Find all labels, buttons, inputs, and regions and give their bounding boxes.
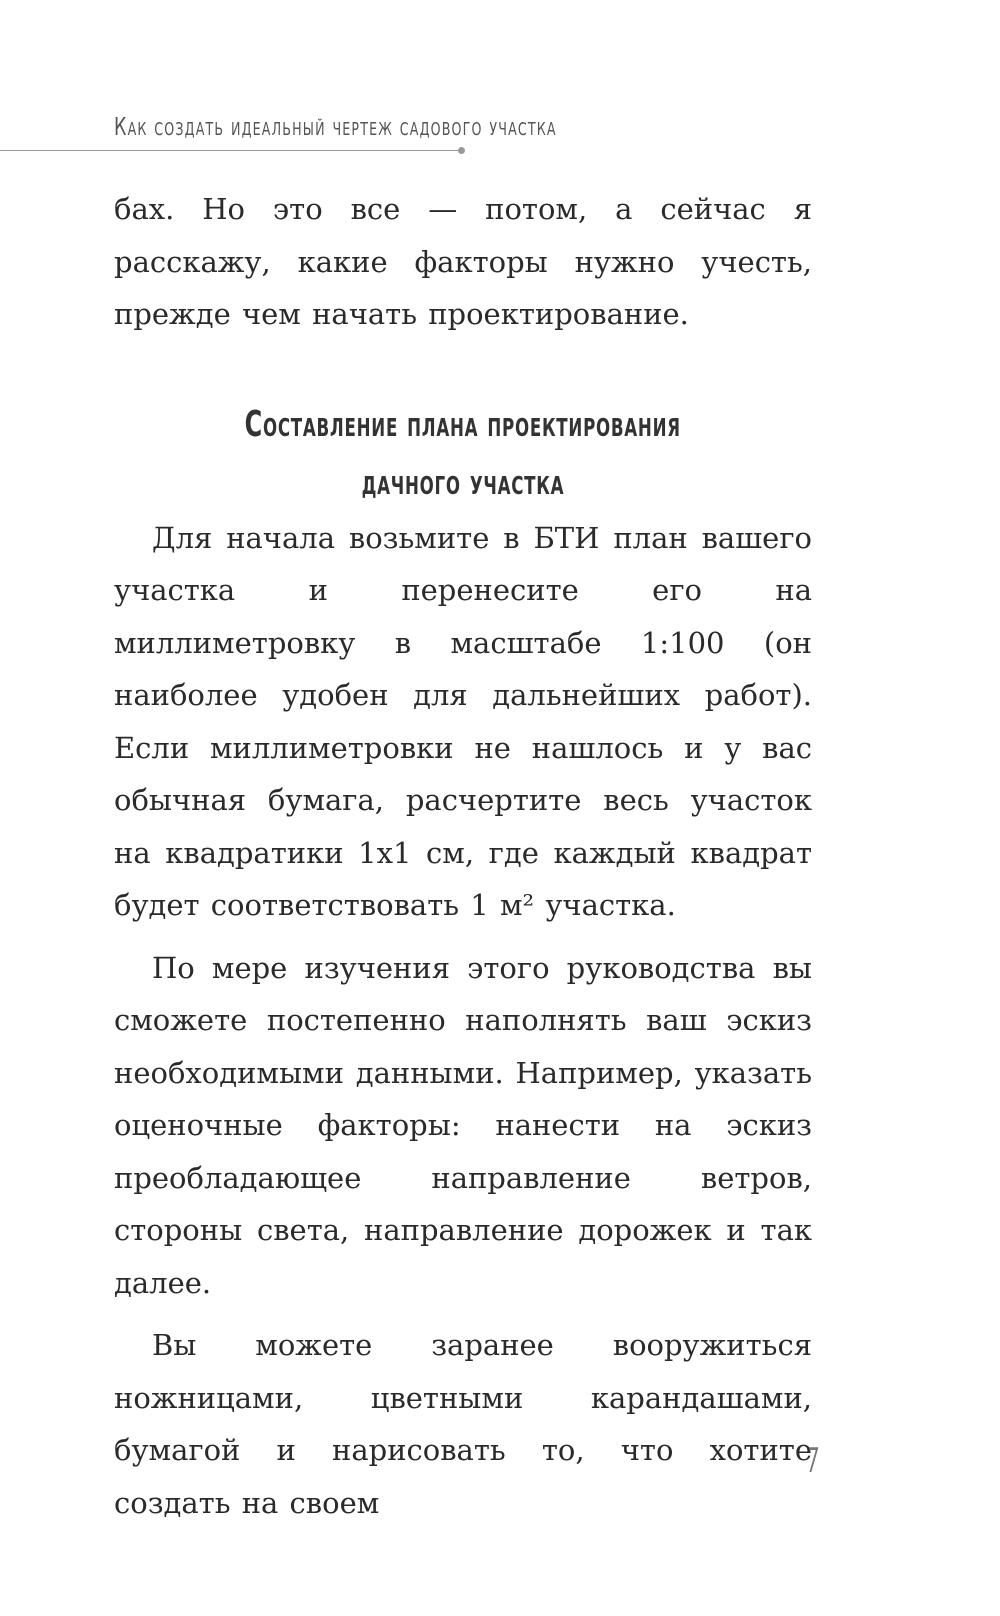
page-content	[114, 183, 812, 1529]
section-title-line-2: дачного участка	[361, 461, 565, 503]
body-paragraph-2: По мере изучения этого руководства вы сможете постепенно наполнять ваш эскиз необходимыми данными. Например, указать оценочные факторы: нанести на эскиз преобладающее направление ветров, стороны света, направление дорожек и так далее.	[114, 950, 812, 1300]
section-title-line-1: Составление плана проектирования	[244, 403, 682, 445]
intro-paragraph: бах. Но это все — потом, а сейчас я расскажу, какие факторы нужно учесть, прежде чем начать проектирование.	[114, 192, 812, 331]
page-number: 7	[805, 1441, 821, 1481]
body-paragraph-1: Для начала возьмите в БТИ план вашего участка и перенесите его на миллиметровку в масштабе 1:100 (он наиболее удобен для дальнейших работ). Если миллиметровки не нашлось и у вас обычная бумага, расчертите весь участок на квадратики 1x1 см, где каждый квадрат будет соответствовать 1 м² участка.	[114, 520, 812, 922]
body-paragraph-3: Вы можете заранее вооружиться ножницами, цветными карандашами, бумагой и нарисовать то, что хотите создать на своем	[114, 1328, 812, 1520]
header-rule	[0, 150, 460, 151]
running-header: Как создать идеальный чертеж садового участка	[114, 112, 557, 141]
header-rule-dot	[458, 147, 465, 154]
section-title	[114, 396, 812, 512]
